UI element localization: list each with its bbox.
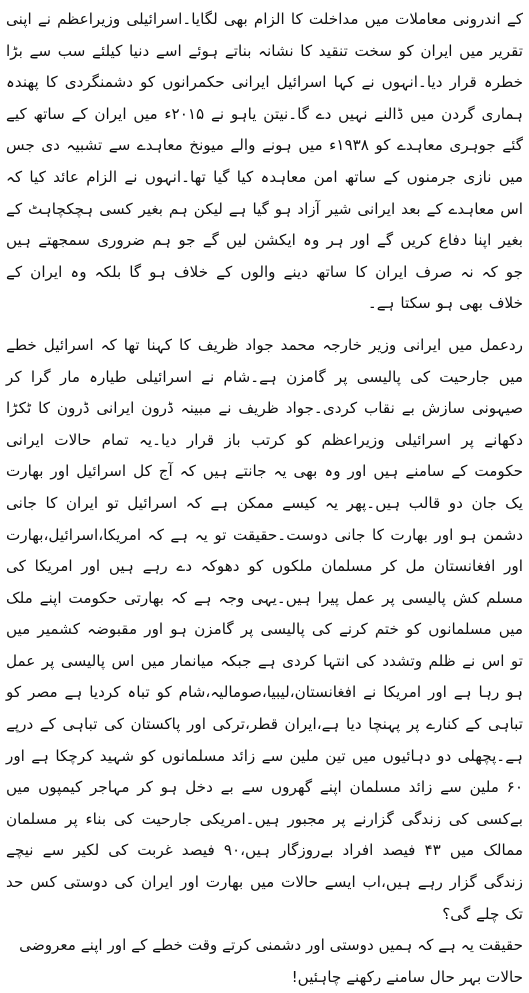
- article-paragraph-1: کے اندرونی معاملات میں مداخلت کا الزام بھی لگایا۔اسرائیلی وزیراعظم نے اپنی تقریر میں ایران کو سخت تنقید کا نشانہ بناتے ہوئے اسے دنیا کیلئے سب سے بڑا خطرہ قرار دیا۔انہوں نے کہا اسرائیل ایرانی حکمرانوں کو دشمنگردی کا پھندہ ہماری گردن میں ڈالنے نہیں دے گا۔نیتن یاہو نے ۲۰۱۵ء میں ایران کے ساتھ کیے گئے جوہری معاہدے کو ۱۹۳۸ء میں ہونے والے میونخ معاہدے سے تشبیہ دی جس میں نازی جرمنوں کے ساتھ امن معاہدہ کیا گیا تھا۔انہوں نے الزام عائد کیا کہ اس معاہدے کے بعد ایرانی شیر آزاد ہو گیا ہے لیکن ہم بغیر کسی ہچکچاہٹ کے بغیر اپنا دفاع کریں گے اور ہر وہ ایکشن لیں گے جو ہم ضروری سمجھتے ہیں جو کہ نہ صرف ایران کا ساتھ دینے والوں کے خلاف ہو گا بلکہ وہ ایران کے خلاف بھی ہو سکتا ہے۔: [6, 10, 524, 313]
- article-paragraph-2: ردعمل میں ایرانی وزیر خارجہ محمد جواد ظریف کا کہنا تھا کہ اسرائیل خطے میں جارحیت کی پالیسی پر گامزن ہے۔شام نے اسرائیلی طیارہ مار گرا کر صیہونی سازش بے نقاب کردی۔جواد ظریف نے مبینہ ڈرون ایرانی ڈرون کا ٹکڑا دکھانے پر اسرائیلی وزیراعظم کو کرتب باز قرار دیا۔یہ تمام حالات ایرانی حکومت کے سامنے ہیں اور وہ بھی یہ جانتے ہیں کہ آج کل اسرائیل اور بھارت یک جان دو قالب ہیں۔پھر یہ کیسے ممکن ہے کہ اسرائیل تو ایران کا جانی دشمن ہو اور بھارت کا جانی دوست۔حقیقت تو یہ ہے کہ امریکا،اسرائیل،بھارت اور افغانستان مل کر مسلمان ملکوں کو دھوکہ دے رہے ہیں اور امریکا کی مسلم کش پالیسی پر عمل پیرا ہیں۔یہی وجہ ہے کہ بھارتی حکومت اپنے ملک میں مسلمانوں کو ختم کرنے کی پالیسی پر گامزن ہو اور مقبوضہ کشمیر میں تو اس نے ظلم وتشدد کی انتہا کردی ہے جبکہ میانمار میں اس پالیسی پر عمل ہو رہا ہے اور امریکا نے افغانستان،لیبیا،صومالیہ،شام کو تباہ کردیا ہے مصر کو تباہی کے کنارے پر پہنچا دیا ہے،ایران قطر،ترکی اور پاکستان کی تباہی کے درپے ہے۔پچھلی دو دہائیوں میں تین ملین سے زائد مسلمانوں کو شہید کرچکا ہے اور ۶۰ ملین سے زائد مسلمان اپنے گھروں سے بے دخل ہو کر مہاجر کیمپوں میں بےکسی کی زندگی گزارنے پر مجبور ہیں۔امریکی جارحیت کی بناء پر مسلمان ممالک میں ۴۳ فیصد افراد بےروزگار ہیں،۹۰ فیصد غربت کی لکیر سے نیچے زندگی گزار رہے ہیں،اب ایسے حالات میں بھارت اور ایران کی دوستی کس حد تک چلے گی؟: [6, 335, 523, 923]
- article-closing-line: حقیقت یہ ہے کہ ہمیں دوستی اور دشمنی کرتے وقت خطے کے اور اپنے معروضی حالات بہر حال سامنے رکھنے چاہئیں!: [19, 936, 523, 986]
